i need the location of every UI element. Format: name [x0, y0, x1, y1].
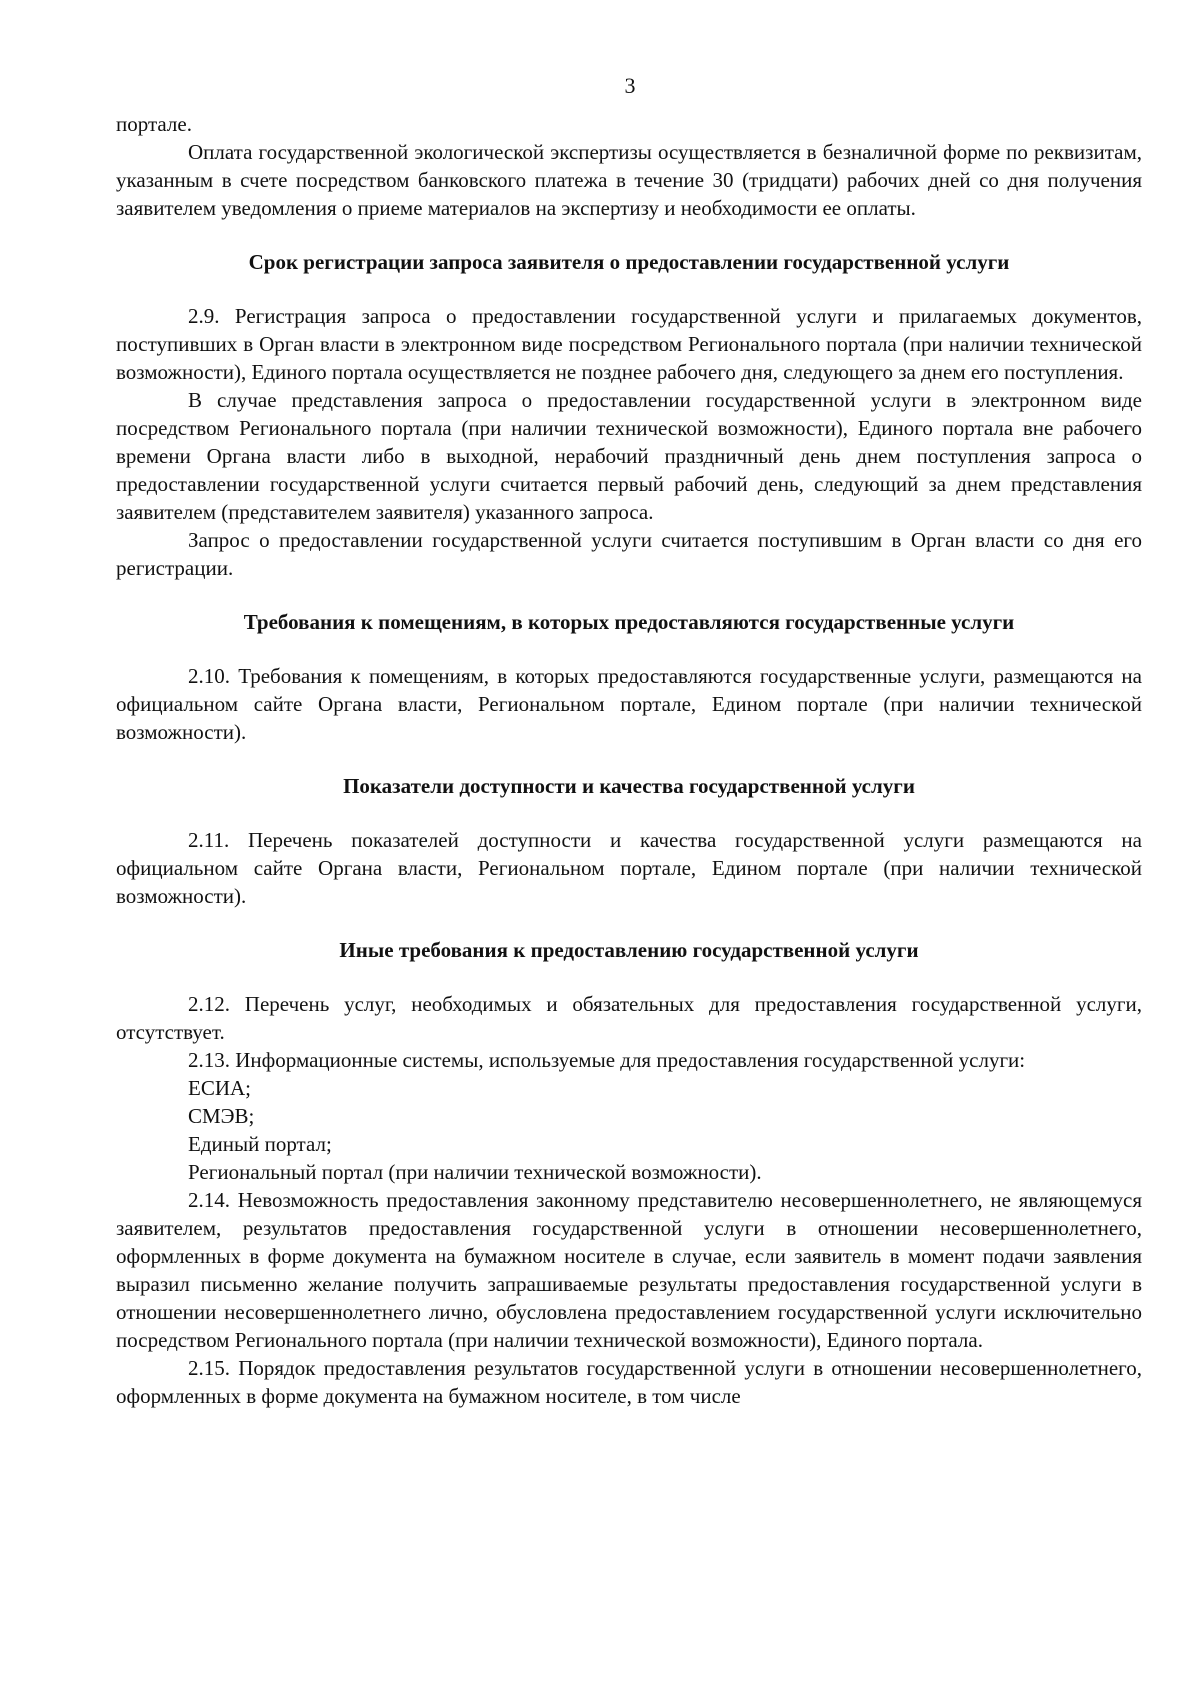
section-heading-registration: Срок регистрации запроса заявителя о предоставлении государственной услуги	[248, 250, 1010, 274]
list-item-single-portal: Единый портал;	[188, 1132, 332, 1156]
document-body	[116, 110, 1142, 1410]
section-heading-other-requirements: Иные требования к предоставлению государственной услуги	[339, 938, 919, 962]
paragraph-2-9: 2.9. Регистрация запроса о предоставлении государственной услуги и прилагаемых документов, поступивших в Орган власти в электронном виде посредством Регионального портала (при наличии технической возможности), Единого портала осуществляется не позднее рабочего дня, следующего за днем его поступления.	[116, 304, 1142, 384]
paragraph-2-12: 2.12. Перечень услуг, необходимых и обязательных для предоставления государственной услуги, отсутствует.	[116, 992, 1142, 1044]
page-number: 3	[624, 73, 636, 98]
paragraph-request-received: Запрос о предоставлении государственной услуги считается поступившим в Орган власти со дня его регистрации.	[116, 528, 1142, 580]
paragraph-electronic-request: В случае представления запроса о предоставлении государственной услуги в электронном виде посредством Регионального портала (при наличии технической возможности), Единого портала вне рабочего времени Органа власти либо в выходной, нерабочий праздничный день днем поступления запроса о предоставлении государственной услуги считается первый рабочий день, следующий за днем представления заявителем (представителем заявителя) указанного запроса.	[116, 388, 1142, 524]
paragraph-2-15: 2.15. Порядок предоставления результатов государственной услуги в отношении несовершеннолетнего, оформленных в форме документа на бумажном носителе, в том числе	[116, 1356, 1142, 1408]
paragraph-2-11: 2.11. Перечень показателей доступности и качества государственной услуги размещаются на официальном сайте Органа власти, Региональном портале, Едином портале (при наличии технической возможности).	[116, 828, 1142, 908]
section-heading-premises: Требования к помещениям, в которых предоставляются государственные услуги	[243, 610, 1015, 634]
list-item-regional-portal: Региональный портал (при наличии технической возможности).	[188, 1160, 762, 1184]
paragraph-2-10: 2.10. Требования к помещениям, в которых предоставляются государственные услуги, размещаются на официальном сайте Органа власти, Региональном портале, Едином портале (при наличии технической возможности).	[116, 664, 1142, 744]
list-item-smev: СМЭВ;	[188, 1104, 255, 1128]
paragraph-2-13: 2.13. Информационные системы, используемые для предоставления государственной услуги:	[188, 1048, 1026, 1072]
section-heading-quality: Показатели доступности и качества государственной услуги	[343, 774, 915, 798]
paragraph-continuation: порталe.	[116, 112, 192, 136]
list-item-esia: ЕСИА;	[188, 1076, 251, 1100]
paragraph-payment: Оплата государственной экологической экспертизы осуществляется в безналичной форме по реквизитам, указанным в счете посредством банковского платежа в течение 30 (тридцати) рабочих дней со дня получения заявителем уведомления о приеме материалов на экспертизу и необходимости ее оплаты.	[116, 140, 1142, 220]
paragraph-2-14: 2.14. Невозможность предоставления законному представителю несовершеннолетнего, не являющемуся заявителем, результатов предоставления государственной услуги в отношении несовершеннолетнего, оформленных в форме документа на бумажном носителе в случае, если заявитель в момент подачи заявления выразил письменно желание получить запрашиваемые результаты предоставления государственной услуги в отношении несовершеннолетнего лично, обусловлена предоставлением государственной услуги исключительно посредством Регионального портала (при наличии технической возможности), Единого портала.	[116, 1188, 1142, 1352]
